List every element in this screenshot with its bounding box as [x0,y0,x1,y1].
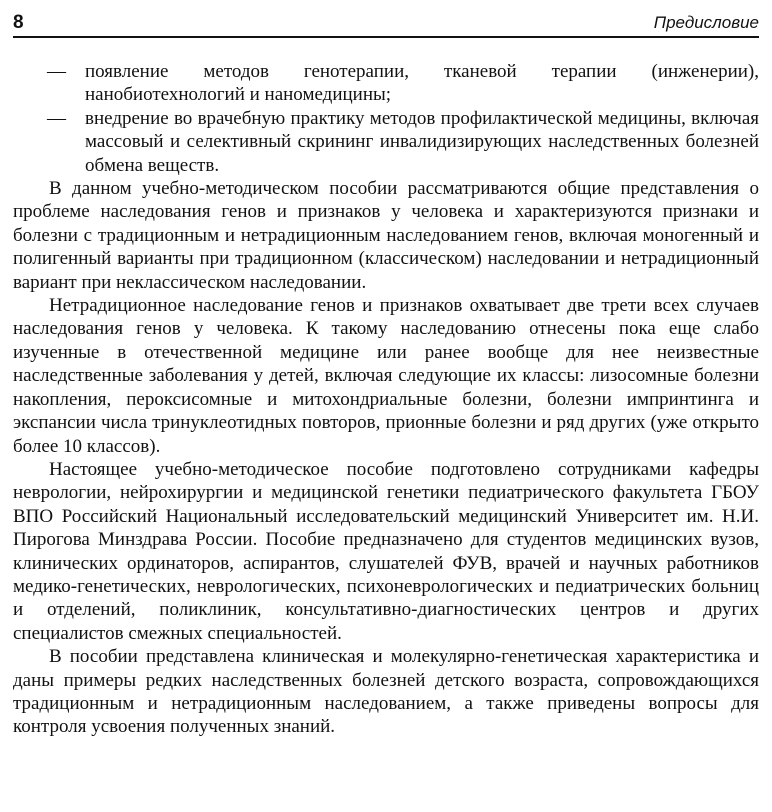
bullet-item [13,60,759,107]
bullet-dash: — [47,107,66,129]
bullet-dash: — [47,61,66,82]
paragraph: В данном учебно-методическом пособии рассматриваются общие представления о проблеме наследования генов и признаков у человека и характеризуются признаки и болезни с традиционным и нетрадиционным наследованием генов, включая моногенный и полигенный варианты при традиционном (классическом) наследовании и нетрадиционный вариант при неклассическом наследовании. [13,178,759,293]
header-rule [13,36,759,38]
page-header [13,6,759,34]
bullet-text: внедрение во врачебную практику методов профилактической медицины, включая массовый и селективный скрининг инвалидизирующих наследственных болезней обмена веществ. [85,107,759,176]
bullet-text: появление методов генотерапии, тканевой терапии (инженерии), нанобиотехнологий и наномедицины; [85,61,759,106]
body-text [13,60,759,739]
paragraph: Настоящее учебно-методическое пособие подготовлено сотрудниками кафедры неврологии, нейрохирургии и медицинской генетики педиатрического факультета ГБОУ ВПО Российский Национальный исследовательский медицинский Университет им. Н.И. Пирогова Минздрава России. Пособие предназначено для студентов медицинских вузов, клинических ординаторов, аспирантов, слушателей ФУВ, врачей и научных работников медико-генетических, неврологических, психоневрологических и педиатрических больниц и отделений, поликлиник, консультативно-диагностических центров и других специалистов смежных специальностей. [13,458,759,644]
bullet-item [13,107,759,177]
paragraph: Нетрадиционное наследование генов и признаков охватывает две трети всех случаев наследования генов у человека. К такому наследованию отнесены пока еще слабо изученные в отечественной медицине или ранее вообще для нее неизвестные наследственные заболевания у детей, включая следующие их классы: лизосомные болезни накопления, пероксисомные и митохондриальные болезни, болезни импринтинга и экспансии числа тринуклеотидных повторов, прионные болезни и ряд других (уже открыто более 10 классов). [13,295,759,457]
running-title: Предисловие [653,13,759,32]
page-number: 8 [13,12,24,33]
paragraph: В пособии представлена клиническая и молекулярно-генетическая характеристика и даны примеры редких наследственных болезней детского возраста, сопровождающихся традиционным и нетрадиционным наследованием, а также приведены вопросы для контроля усвоения полученных знаний. [13,646,759,738]
